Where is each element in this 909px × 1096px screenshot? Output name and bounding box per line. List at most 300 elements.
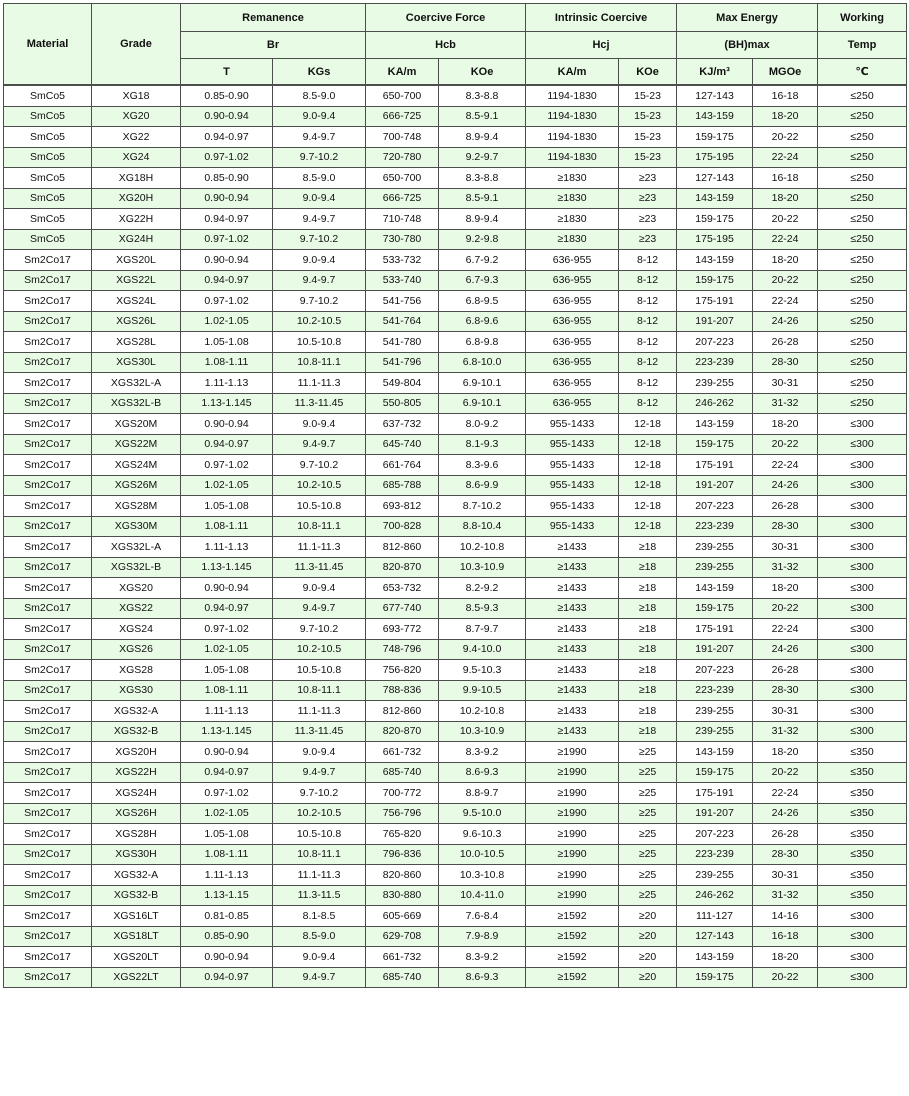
cell-hcb-koe: 8.7-9.7	[439, 619, 526, 640]
cell-hcj-kam: 636-955	[526, 352, 619, 373]
cell-bhmax-mgoe: 31-32	[753, 393, 818, 414]
header-bhmax: (BH)max	[677, 32, 818, 59]
cell-hcb-kam: 796-836	[366, 844, 439, 865]
cell-hcb-kam: 533-732	[366, 250, 439, 271]
cell-hcb-koe: 6.9-10.1	[439, 393, 526, 414]
cell-br-t: 0.94-0.97	[181, 127, 273, 148]
cell-hcb-koe: 10.2-10.8	[439, 537, 526, 558]
cell-hcb-kam: 637-732	[366, 414, 439, 435]
table-row	[4, 557, 907, 578]
cell-bhmax-kjm3: 207-223	[677, 824, 753, 845]
cell-working-temp: ≤250	[818, 393, 907, 414]
cell-bhmax-mgoe: 16-18	[753, 926, 818, 947]
cell-bhmax-kjm3: 191-207	[677, 311, 753, 332]
cell-hcb-kam: 550-805	[366, 393, 439, 414]
cell-br-kgs: 9.4-9.7	[273, 598, 366, 619]
cell-hcj-koe: 8-12	[619, 332, 677, 353]
cell-hcb-kam: 661-732	[366, 947, 439, 968]
cell-hcb-koe: 8.3-9.2	[439, 947, 526, 968]
cell-br-kgs: 9.7-10.2	[273, 229, 366, 250]
cell-working-temp: ≤350	[818, 885, 907, 906]
cell-hcb-koe: 8.8-9.7	[439, 783, 526, 804]
cell-br-t: 1.08-1.11	[181, 844, 273, 865]
cell-hcb-kam: 756-820	[366, 660, 439, 681]
cell-bhmax-mgoe: 22-24	[753, 291, 818, 312]
cell-hcj-kam: 636-955	[526, 311, 619, 332]
cell-hcb-koe: 10.4-11.0	[439, 885, 526, 906]
cell-hcb-kam: 820-870	[366, 721, 439, 742]
cell-br-kgs: 11.3-11.45	[273, 393, 366, 414]
cell-hcj-kam: 955-1433	[526, 455, 619, 476]
cell-br-kgs: 10.2-10.5	[273, 311, 366, 332]
table-row	[4, 106, 907, 127]
cell-br-t: 0.94-0.97	[181, 967, 273, 988]
cell-br-kgs: 9.4-9.7	[273, 270, 366, 291]
cell-br-t: 0.90-0.94	[181, 947, 273, 968]
cell-working-temp: ≤250	[818, 168, 907, 189]
cell-hcj-kam: 955-1433	[526, 475, 619, 496]
cell-grade: XGS20H	[92, 742, 181, 763]
cell-br-t: 0.85-0.90	[181, 85, 273, 106]
cell-grade: XG18	[92, 85, 181, 106]
cell-material: Sm2Co17	[4, 906, 92, 927]
cell-bhmax-kjm3: 246-262	[677, 393, 753, 414]
cell-br-kgs: 10.5-10.8	[273, 824, 366, 845]
cell-bhmax-kjm3: 191-207	[677, 475, 753, 496]
cell-br-kgs: 9.0-9.4	[273, 250, 366, 271]
cell-bhmax-mgoe: 28-30	[753, 516, 818, 537]
table-row	[4, 475, 907, 496]
cell-hcb-koe: 9.4-10.0	[439, 639, 526, 660]
cell-hcj-kam: ≥1990	[526, 783, 619, 804]
table-row	[4, 188, 907, 209]
cell-hcb-koe: 9.2-9.7	[439, 147, 526, 168]
cell-br-t: 1.05-1.08	[181, 332, 273, 353]
cell-bhmax-mgoe: 22-24	[753, 619, 818, 640]
cell-bhmax-kjm3: 239-255	[677, 537, 753, 558]
cell-working-temp: ≤350	[818, 762, 907, 783]
cell-hcj-koe: ≥18	[619, 701, 677, 722]
cell-working-temp: ≤300	[818, 660, 907, 681]
cell-bhmax-mgoe: 18-20	[753, 414, 818, 435]
cell-hcb-koe: 8.3-8.8	[439, 85, 526, 106]
cell-br-t: 1.13-1.145	[181, 557, 273, 578]
cell-hcb-kam: 748-796	[366, 639, 439, 660]
unit-hcj-kam: KA/m	[526, 59, 619, 86]
cell-bhmax-kjm3: 159-175	[677, 209, 753, 230]
header-grade: Grade	[92, 4, 181, 86]
cell-br-kgs: 9.0-9.4	[273, 742, 366, 763]
cell-br-kgs: 9.0-9.4	[273, 106, 366, 127]
cell-hcj-koe: 8-12	[619, 291, 677, 312]
cell-bhmax-kjm3: 175-195	[677, 147, 753, 168]
cell-material: Sm2Co17	[4, 434, 92, 455]
cell-bhmax-mgoe: 18-20	[753, 188, 818, 209]
cell-bhmax-mgoe: 20-22	[753, 762, 818, 783]
unit-hcb-kam: KA/m	[366, 59, 439, 86]
cell-hcb-kam: 666-725	[366, 188, 439, 209]
cell-bhmax-mgoe: 20-22	[753, 270, 818, 291]
cell-hcj-kam: ≥1830	[526, 168, 619, 189]
cell-bhmax-kjm3: 175-191	[677, 455, 753, 476]
table-row	[4, 639, 907, 660]
table-row	[4, 332, 907, 353]
cell-hcj-kam: ≥1990	[526, 865, 619, 886]
table-row	[4, 496, 907, 517]
cell-material: Sm2Co17	[4, 352, 92, 373]
cell-working-temp: ≤300	[818, 947, 907, 968]
table-row	[4, 250, 907, 271]
cell-hcb-koe: 9.2-9.8	[439, 229, 526, 250]
table-header	[4, 4, 907, 86]
table-row	[4, 803, 907, 824]
header-br: Br	[181, 32, 366, 59]
table-body	[4, 85, 907, 988]
cell-hcb-kam: 685-740	[366, 762, 439, 783]
cell-hcb-koe: 6.7-9.2	[439, 250, 526, 271]
cell-br-kgs: 11.1-11.3	[273, 373, 366, 394]
cell-grade: XGS28H	[92, 824, 181, 845]
cell-hcb-koe: 6.8-9.8	[439, 332, 526, 353]
cell-bhmax-kjm3: 191-207	[677, 639, 753, 660]
cell-br-t: 0.90-0.94	[181, 106, 273, 127]
cell-hcb-koe: 9.9-10.5	[439, 680, 526, 701]
cell-hcj-koe: ≥25	[619, 824, 677, 845]
cell-material: Sm2Co17	[4, 701, 92, 722]
header-material: Material	[4, 4, 92, 86]
cell-working-temp: ≤300	[818, 475, 907, 496]
cell-br-t: 0.90-0.94	[181, 742, 273, 763]
cell-hcj-kam: ≥1990	[526, 824, 619, 845]
cell-br-t: 0.85-0.90	[181, 926, 273, 947]
cell-bhmax-mgoe: 31-32	[753, 557, 818, 578]
cell-material: Sm2Co17	[4, 660, 92, 681]
header-coercive-force: Coercive Force	[366, 4, 526, 32]
cell-hcj-koe: 15-23	[619, 127, 677, 148]
cell-hcj-koe: ≥25	[619, 783, 677, 804]
cell-bhmax-kjm3: 159-175	[677, 270, 753, 291]
cell-br-kgs: 10.5-10.8	[273, 332, 366, 353]
cell-hcj-koe: ≥18	[619, 660, 677, 681]
cell-material: Sm2Co17	[4, 373, 92, 394]
cell-bhmax-kjm3: 143-159	[677, 188, 753, 209]
cell-hcj-kam: ≥1433	[526, 660, 619, 681]
cell-br-t: 0.97-1.02	[181, 147, 273, 168]
cell-hcj-koe: 12-18	[619, 455, 677, 476]
cell-bhmax-mgoe: 18-20	[753, 947, 818, 968]
cell-material: Sm2Co17	[4, 516, 92, 537]
cell-grade: XGS26M	[92, 475, 181, 496]
properties-table	[3, 3, 907, 988]
header-working: Working	[818, 4, 907, 32]
cell-grade: XG24H	[92, 229, 181, 250]
cell-working-temp: ≤300	[818, 414, 907, 435]
cell-bhmax-kjm3: 127-143	[677, 168, 753, 189]
cell-hcj-kam: ≥1433	[526, 598, 619, 619]
cell-br-kgs: 9.7-10.2	[273, 147, 366, 168]
cell-material: SmCo5	[4, 229, 92, 250]
cell-hcj-koe: ≥20	[619, 967, 677, 988]
cell-bhmax-mgoe: 22-24	[753, 455, 818, 476]
cell-hcj-koe: ≥25	[619, 742, 677, 763]
cell-br-kgs: 9.4-9.7	[273, 209, 366, 230]
cell-hcj-koe: 12-18	[619, 496, 677, 517]
cell-hcj-kam: ≥1830	[526, 188, 619, 209]
cell-hcj-kam: ≥1990	[526, 885, 619, 906]
cell-br-t: 0.90-0.94	[181, 578, 273, 599]
cell-hcj-koe: ≥25	[619, 865, 677, 886]
cell-material: Sm2Co17	[4, 639, 92, 660]
cell-hcj-kam: 636-955	[526, 250, 619, 271]
header-remanence: Remanence	[181, 4, 366, 32]
cell-hcb-kam: 666-725	[366, 106, 439, 127]
table-row	[4, 721, 907, 742]
cell-hcj-kam: ≥1592	[526, 906, 619, 927]
cell-hcb-koe: 7.6-8.4	[439, 906, 526, 927]
cell-br-kgs: 9.4-9.7	[273, 967, 366, 988]
cell-grade: XG20H	[92, 188, 181, 209]
cell-bhmax-kjm3: 143-159	[677, 414, 753, 435]
cell-grade: XG22H	[92, 209, 181, 230]
cell-material: SmCo5	[4, 147, 92, 168]
cell-grade: XGS22L	[92, 270, 181, 291]
cell-bhmax-kjm3: 111-127	[677, 906, 753, 927]
cell-working-temp: ≤300	[818, 578, 907, 599]
cell-working-temp: ≤250	[818, 332, 907, 353]
table-row	[4, 270, 907, 291]
table-row	[4, 455, 907, 476]
cell-br-kgs: 8.5-9.0	[273, 85, 366, 106]
cell-bhmax-mgoe: 28-30	[753, 352, 818, 373]
cell-bhmax-mgoe: 20-22	[753, 127, 818, 148]
cell-bhmax-mgoe: 30-31	[753, 701, 818, 722]
cell-bhmax-kjm3: 159-175	[677, 598, 753, 619]
cell-hcj-kam: 1194-1830	[526, 106, 619, 127]
cell-hcb-koe: 10.2-10.8	[439, 701, 526, 722]
cell-hcb-kam: 700-828	[366, 516, 439, 537]
cell-hcb-kam: 541-780	[366, 332, 439, 353]
cell-hcj-kam: ≥1592	[526, 947, 619, 968]
cell-hcj-kam: 636-955	[526, 332, 619, 353]
cell-grade: XGS28L	[92, 332, 181, 353]
cell-hcj-koe: ≥23	[619, 229, 677, 250]
cell-hcb-kam: 820-870	[366, 557, 439, 578]
cell-material: Sm2Co17	[4, 496, 92, 517]
cell-br-kgs: 10.5-10.8	[273, 660, 366, 681]
cell-hcj-koe: 8-12	[619, 250, 677, 271]
cell-material: Sm2Co17	[4, 783, 92, 804]
cell-hcj-koe: ≥18	[619, 639, 677, 660]
cell-br-t: 0.94-0.97	[181, 209, 273, 230]
cell-hcb-koe: 6.8-10.0	[439, 352, 526, 373]
cell-material: Sm2Co17	[4, 578, 92, 599]
cell-grade: XGS30M	[92, 516, 181, 537]
cell-material: Sm2Co17	[4, 742, 92, 763]
cell-grade: XGS24	[92, 619, 181, 640]
table-row	[4, 967, 907, 988]
cell-working-temp: ≤250	[818, 188, 907, 209]
cell-working-temp: ≤300	[818, 906, 907, 927]
cell-hcb-koe: 9.5-10.3	[439, 660, 526, 681]
cell-bhmax-kjm3: 239-255	[677, 701, 753, 722]
cell-working-temp: ≤350	[818, 783, 907, 804]
cell-working-temp: ≤300	[818, 701, 907, 722]
cell-grade: XGS30	[92, 680, 181, 701]
table-row	[4, 168, 907, 189]
cell-working-temp: ≤250	[818, 291, 907, 312]
cell-hcj-kam: ≥1592	[526, 967, 619, 988]
cell-material: Sm2Co17	[4, 619, 92, 640]
cell-grade: XGS32L-B	[92, 393, 181, 414]
cell-hcb-kam: 700-748	[366, 127, 439, 148]
cell-hcj-kam: ≥1990	[526, 762, 619, 783]
cell-grade: XGS32-A	[92, 701, 181, 722]
table-row	[4, 209, 907, 230]
cell-hcj-kam: 636-955	[526, 393, 619, 414]
cell-br-kgs: 11.1-11.3	[273, 865, 366, 886]
cell-material: Sm2Co17	[4, 455, 92, 476]
cell-hcj-koe: ≥20	[619, 926, 677, 947]
cell-bhmax-mgoe: 28-30	[753, 680, 818, 701]
cell-hcj-koe: ≥23	[619, 209, 677, 230]
table-row	[4, 311, 907, 332]
table-row	[4, 762, 907, 783]
cell-hcj-kam: 1194-1830	[526, 85, 619, 106]
cell-br-t: 1.08-1.11	[181, 516, 273, 537]
cell-hcj-koe: ≥18	[619, 680, 677, 701]
cell-bhmax-kjm3: 246-262	[677, 885, 753, 906]
unit-hcj-koe: KOe	[619, 59, 677, 86]
table-row	[4, 352, 907, 373]
cell-bhmax-mgoe: 22-24	[753, 229, 818, 250]
cell-br-t: 0.81-0.85	[181, 906, 273, 927]
cell-grade: XGS22LT	[92, 967, 181, 988]
cell-hcb-kam: 677-740	[366, 598, 439, 619]
cell-br-t: 0.90-0.94	[181, 250, 273, 271]
cell-bhmax-mgoe: 20-22	[753, 434, 818, 455]
cell-grade: XGS32L-A	[92, 373, 181, 394]
cell-br-t: 1.11-1.13	[181, 373, 273, 394]
cell-material: Sm2Co17	[4, 332, 92, 353]
cell-br-t: 1.02-1.05	[181, 475, 273, 496]
unit-hcb-koe: KOe	[439, 59, 526, 86]
cell-br-t: 0.90-0.94	[181, 414, 273, 435]
cell-br-t: 1.02-1.05	[181, 803, 273, 824]
cell-hcj-kam: ≥1433	[526, 680, 619, 701]
table-row	[4, 844, 907, 865]
cell-hcb-koe: 8.5-9.1	[439, 188, 526, 209]
cell-material: Sm2Co17	[4, 947, 92, 968]
table-row	[4, 783, 907, 804]
cell-hcb-koe: 8.6-9.3	[439, 762, 526, 783]
cell-hcj-kam: ≥1592	[526, 926, 619, 947]
cell-br-kgs: 9.7-10.2	[273, 291, 366, 312]
table-row	[4, 434, 907, 455]
cell-br-kgs: 10.8-11.1	[273, 680, 366, 701]
cell-bhmax-kjm3: 223-239	[677, 844, 753, 865]
cell-bhmax-mgoe: 18-20	[753, 742, 818, 763]
cell-hcj-koe: ≥23	[619, 188, 677, 209]
cell-hcb-kam: 820-860	[366, 865, 439, 886]
cell-br-kgs: 10.8-11.1	[273, 352, 366, 373]
cell-hcb-koe: 8.3-9.6	[439, 455, 526, 476]
cell-bhmax-mgoe: 18-20	[753, 106, 818, 127]
cell-hcj-kam: ≥1433	[526, 557, 619, 578]
cell-hcb-kam: 710-748	[366, 209, 439, 230]
cell-grade: XGS30L	[92, 352, 181, 373]
cell-grade: XGS32-B	[92, 885, 181, 906]
cell-material: Sm2Co17	[4, 393, 92, 414]
cell-bhmax-mgoe: 31-32	[753, 721, 818, 742]
cell-working-temp: ≤300	[818, 557, 907, 578]
table-row	[4, 926, 907, 947]
cell-hcj-kam: 636-955	[526, 291, 619, 312]
cell-hcb-kam: 533-740	[366, 270, 439, 291]
cell-hcb-koe: 6.7-9.3	[439, 270, 526, 291]
cell-hcb-kam: 661-764	[366, 455, 439, 476]
cell-hcj-kam: 955-1433	[526, 414, 619, 435]
cell-bhmax-mgoe: 14-16	[753, 906, 818, 927]
cell-br-t: 0.90-0.94	[181, 188, 273, 209]
cell-bhmax-mgoe: 26-28	[753, 496, 818, 517]
cell-bhmax-kjm3: 143-159	[677, 742, 753, 763]
table-row	[4, 414, 907, 435]
cell-br-kgs: 10.2-10.5	[273, 475, 366, 496]
cell-bhmax-kjm3: 143-159	[677, 947, 753, 968]
cell-grade: XG22	[92, 127, 181, 148]
cell-br-t: 1.05-1.08	[181, 496, 273, 517]
cell-br-t: 0.97-1.02	[181, 455, 273, 476]
cell-hcb-kam: 541-796	[366, 352, 439, 373]
cell-grade: XGS26L	[92, 311, 181, 332]
cell-bhmax-kjm3: 159-175	[677, 967, 753, 988]
cell-grade: XGS30H	[92, 844, 181, 865]
cell-hcb-kam: 685-740	[366, 967, 439, 988]
cell-grade: XGS20L	[92, 250, 181, 271]
cell-grade: XGS28	[92, 660, 181, 681]
cell-bhmax-mgoe: 26-28	[753, 824, 818, 845]
cell-grade: XG24	[92, 147, 181, 168]
cell-br-t: 0.94-0.97	[181, 762, 273, 783]
cell-br-t: 0.94-0.97	[181, 598, 273, 619]
header-temp: Temp	[818, 32, 907, 59]
cell-working-temp: ≤300	[818, 496, 907, 517]
cell-working-temp: ≤250	[818, 106, 907, 127]
cell-hcb-kam: 645-740	[366, 434, 439, 455]
cell-hcj-kam: 955-1433	[526, 516, 619, 537]
cell-bhmax-kjm3: 207-223	[677, 332, 753, 353]
cell-working-temp: ≤350	[818, 803, 907, 824]
cell-br-kgs: 10.8-11.1	[273, 844, 366, 865]
cell-hcj-koe: ≥25	[619, 803, 677, 824]
cell-working-temp: ≤250	[818, 311, 907, 332]
cell-bhmax-kjm3: 175-191	[677, 783, 753, 804]
table-row	[4, 393, 907, 414]
cell-br-t: 1.11-1.13	[181, 865, 273, 886]
cell-br-kgs: 8.5-9.0	[273, 926, 366, 947]
cell-hcj-koe: 12-18	[619, 414, 677, 435]
cell-material: SmCo5	[4, 188, 92, 209]
cell-br-kgs: 10.2-10.5	[273, 803, 366, 824]
cell-hcj-koe: ≥18	[619, 578, 677, 599]
cell-br-kgs: 8.5-9.0	[273, 168, 366, 189]
cell-br-t: 0.94-0.97	[181, 270, 273, 291]
cell-hcj-kam: ≥1990	[526, 844, 619, 865]
cell-hcj-koe: ≥18	[619, 598, 677, 619]
cell-br-t: 1.13-1.145	[181, 721, 273, 742]
cell-grade: XGS26	[92, 639, 181, 660]
cell-br-t: 1.11-1.13	[181, 701, 273, 722]
